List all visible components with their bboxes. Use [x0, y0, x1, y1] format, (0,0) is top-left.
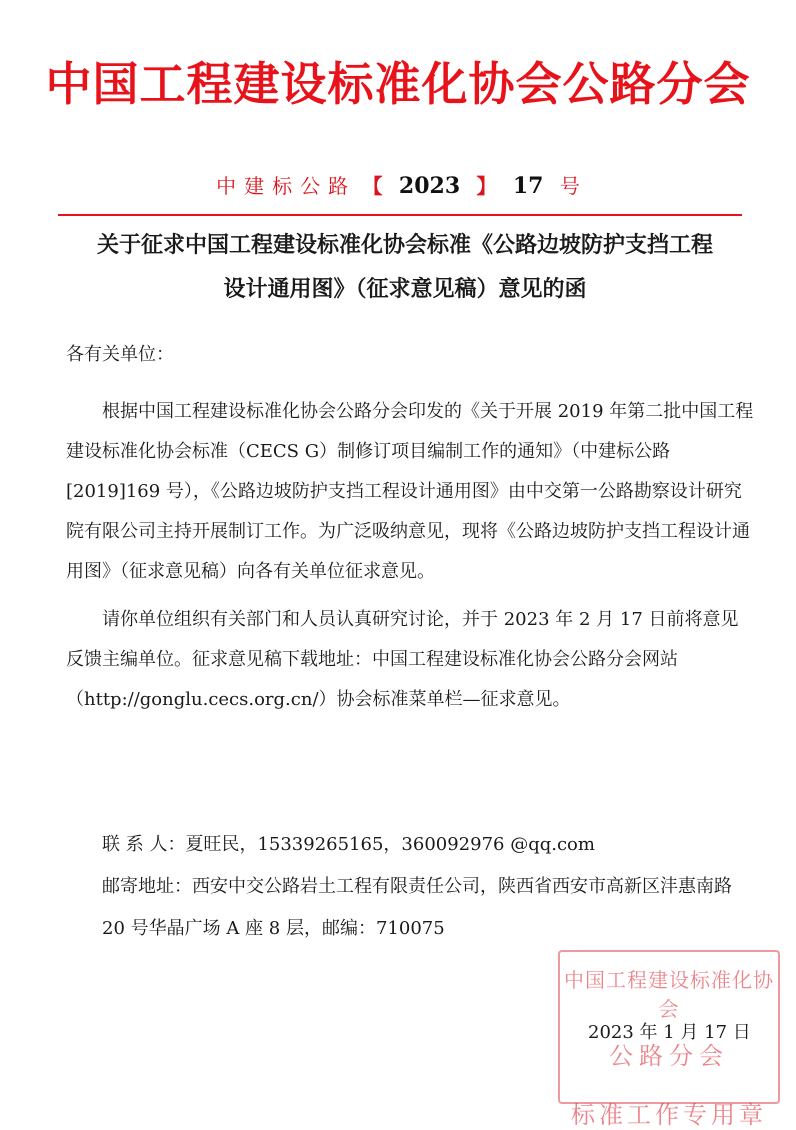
body-text [66, 392, 756, 728]
paragraph-1: 根据中国工程建设标准化协会公路分会印发的《关于开展 2019 年第二批中国工程建设标准化协会标准（CECS G）制修订项目编制工作的通知》（中建标公路[2019]169 号），《公路边坡防护支挡工程设计通用图》由中交第一公路勘察设计研究院有限公司主持开展制订工作。为广泛吸纳意见，现将《公路边坡防护支挡工程设计通用图》（征求意见稿）向各有关单位征求意见。 [66, 401, 754, 582]
issue-date: 2023 年 1 月 17 日 [588, 1022, 751, 1043]
doc-hao: 号 [559, 174, 580, 198]
doc-year: 2023 [398, 173, 461, 199]
subject-line-2: 设计通用图》（征求意见稿）意见的函 [223, 277, 587, 302]
seal-line-3: 标准工作专用章 [571, 1101, 767, 1129]
document-number [0, 170, 796, 199]
bracket-close: 】 [476, 174, 497, 198]
bracket-open: 【 [362, 174, 383, 198]
contact-person: 联 系 人：夏旺民，15339265165，360092976 @qq.com [102, 834, 595, 855]
seal-line-1: 中国工程建设标准化协会 [564, 968, 774, 1021]
org-title: 中国工程建设标准化协会公路分会 [45, 57, 751, 111]
mailing-address: 邮寄地址：西安中交公路岩土工程有限责任公司，陕西省西安市高新区沣惠南路 20 号华晶广场 A 座 8 层，邮编：710075 [102, 876, 732, 939]
red-divider [58, 214, 742, 216]
salutation: 各有关单位： [66, 344, 174, 365]
doc-prefix: 中建标公路 [216, 174, 357, 198]
paragraph-2: 请你单位组织有关部门和人员认真研究讨论，并于 2023 年 2 月 17 日前将意见反馈主编单位。征求意见稿下载地址：中国工程建设标准化协会公路分会网站（http://gonglu.cecs.org.cn/）协会标准菜单栏—征求意见。 [66, 609, 739, 710]
subject-title [60, 224, 750, 312]
doc-number-value: 17 [512, 173, 544, 199]
subject-line-1: 关于征求中国工程建设标准化协会标准《公路边坡防护支挡工程 [96, 233, 713, 258]
seal-line-2: 公路分会 [609, 1042, 729, 1070]
contact-block [66, 824, 756, 950]
